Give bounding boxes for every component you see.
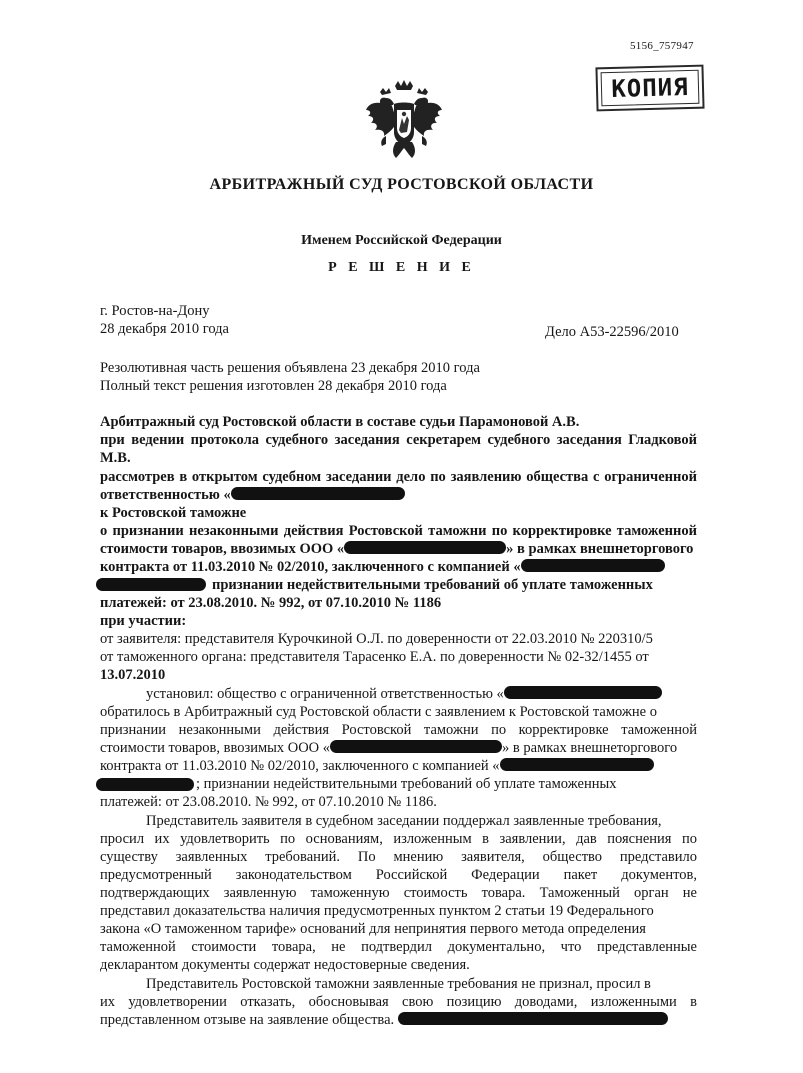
body-line: ; признании недействительными требований об уплате таможенных bbox=[196, 776, 617, 792]
body-line: Представитель Ростовской таможни заявленные требования не признал, просил в bbox=[146, 976, 651, 992]
body-line bbox=[100, 540, 693, 558]
body-line: от таможенного органа: представителя Тарасенко Е.А. по доверенности № 02-32/1455 от bbox=[100, 649, 649, 665]
body-line bbox=[100, 993, 697, 1011]
body-line bbox=[100, 884, 697, 902]
body-line-text: контракта от 11.03.2010 № 02/2010, заключенного с компанией « bbox=[100, 559, 521, 575]
redaction bbox=[521, 559, 665, 572]
document-id: 5156_757947 bbox=[630, 40, 694, 52]
body-line-text: представленном отзыве на заявление общества. bbox=[100, 1012, 395, 1028]
full-text-date: Полный текст решения изготовлен 28 декабря 2010 года bbox=[100, 378, 447, 394]
city: г. Ростов-на-Дону bbox=[100, 303, 210, 319]
body-line-text: таможенной стоимости товара, не подтвердил документально, что представленные bbox=[100, 939, 697, 955]
case-number: Дело А53-22596/2010 bbox=[545, 324, 679, 340]
body-line bbox=[100, 486, 405, 504]
redaction bbox=[500, 758, 654, 771]
body-line-text: стоимости товаров, ввозимых ООО « bbox=[100, 740, 331, 756]
body-line bbox=[100, 848, 697, 866]
body-line-text: контракта от 11.03.2010 № 02/2010, заключенного с компанией « bbox=[100, 758, 500, 774]
redaction bbox=[96, 778, 194, 791]
body-line bbox=[100, 757, 654, 775]
body-line-text: признании незаконными действия Ростовской таможни по корректировке таможенной bbox=[100, 722, 697, 738]
redaction bbox=[344, 541, 506, 554]
in-the-name-line: Именем Российской Федерации bbox=[301, 233, 502, 248]
body-line-text: установил: общество с ограниченной ответственностью « bbox=[146, 686, 504, 702]
body-line bbox=[100, 866, 697, 884]
russian-coat-of-arms-icon bbox=[362, 80, 446, 160]
body-line bbox=[100, 721, 697, 739]
copy-stamp bbox=[595, 65, 704, 112]
body-line bbox=[146, 685, 662, 703]
body-line-text: при ведении протокола судебного заседания секретарем судебного заседания Гладковой bbox=[100, 432, 697, 448]
body-line-text: рассмотрев в открытом судебном заседании дело по заявлению общества с ограниченной bbox=[100, 469, 697, 485]
body-line bbox=[100, 739, 677, 757]
body-line-text: просил их удовлетворить по основаниям, изложенным в заявлении, дав пояснения по bbox=[100, 831, 697, 847]
redaction bbox=[398, 1012, 668, 1025]
body-line-text: стоимости товаров, ввозимых ООО « bbox=[100, 541, 345, 557]
body-line bbox=[100, 558, 665, 576]
decision-heading: Р Е Ш Е Н И Е bbox=[328, 260, 475, 275]
body-line: обратилось в Арбитражный суд Ростовской области с заявлением к Ростовской таможне о bbox=[100, 704, 657, 720]
body-line: закона «О таможенном тарифе» оснований для непринятия первого метода определения bbox=[100, 921, 646, 937]
body-line: представил доказательства наличия предусмотренных пунктом 2 статьи 19 Федерального bbox=[100, 903, 654, 919]
redaction bbox=[330, 740, 502, 753]
court-name: АРБИТРАЖНЫЙ СУД РОСТОВСКОЙ ОБЛАСТИ bbox=[209, 176, 594, 193]
body-line: от заявителя: представителя Курочкиной О.Л. по доверенности от 22.03.2010 № 220310/5 bbox=[100, 631, 653, 647]
body-line: при участии: bbox=[100, 613, 187, 629]
body-line bbox=[100, 938, 697, 956]
operative-part-date: Резолютивная часть решения объявлена 23 декабря 2010 года bbox=[100, 360, 480, 376]
body-line-text: ответственностью « bbox=[100, 487, 231, 503]
body-line-text: их удовлетворении отказать, обосновывая свою позицию доводами, изложенными в bbox=[100, 994, 697, 1010]
body-line-text: подтверждающих заявленную таможенную стоимость товара. Таможенный орган не bbox=[100, 885, 697, 901]
body-line-text: » в рамках внешнеторгового bbox=[502, 740, 678, 756]
decision-date: 28 декабря 2010 года bbox=[100, 321, 229, 337]
body-line: декларантом документы содержат недостоверные сведения. bbox=[100, 957, 470, 973]
body-line: Арбитражный суд Ростовской области в составе судьи Парамоновой А.В. bbox=[100, 414, 580, 430]
body-line bbox=[100, 830, 697, 848]
redaction bbox=[231, 487, 405, 500]
body-line: 13.07.2010 bbox=[100, 667, 166, 683]
body-line: Представитель заявителя в судебном заседании поддержал заявленные требования, bbox=[146, 813, 662, 829]
body-line-text: » в рамках внешнеторгового bbox=[506, 541, 694, 557]
redaction bbox=[504, 686, 662, 699]
body-line-text: предусмотренный законодательством Российской Федерации пакет документов, bbox=[100, 867, 697, 883]
body-line: М.В. bbox=[100, 450, 131, 466]
body-line bbox=[100, 468, 697, 486]
body-line-text: о признании незаконными действия Ростовской таможни по корректировке таможенной bbox=[100, 523, 697, 539]
body-line bbox=[100, 1011, 668, 1029]
redaction bbox=[96, 578, 206, 591]
body-line bbox=[100, 431, 697, 449]
body-line: к Ростовской таможне bbox=[100, 505, 247, 521]
body-line-text: существу заявленных требований. По мнению заявителя, общество представило bbox=[100, 849, 697, 865]
copy-stamp-text: КОПИЯ bbox=[601, 70, 700, 107]
body-line: платежей: от 23.08.2010. № 992, от 07.10.2010 № 1186. bbox=[100, 794, 437, 810]
body-line: платежей: от 23.08.2010. № 992, от 07.10.2010 № 1186 bbox=[100, 595, 442, 611]
body-line: признании недействительными требований об уплате таможенных bbox=[212, 577, 653, 593]
body-line bbox=[100, 522, 697, 540]
